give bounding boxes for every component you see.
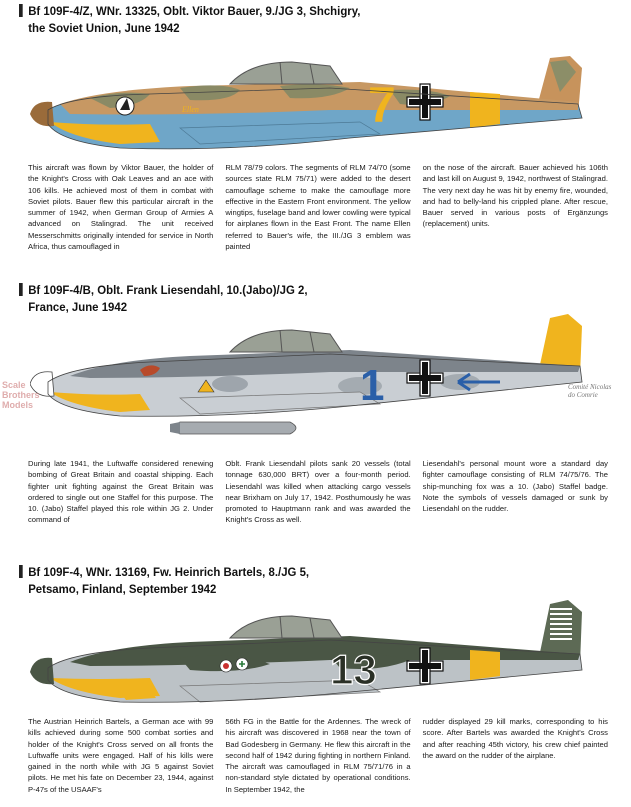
profile-section-3 xyxy=(0,564,631,807)
artist-credit xyxy=(568,383,611,399)
fuselage-number: 1 xyxy=(360,361,385,410)
fuselage-number: 7 xyxy=(368,77,396,133)
profile-description xyxy=(28,458,608,526)
aircraft-profile-bartels xyxy=(30,594,600,712)
description-column-3: Liesendahl's personal mount wore a standard day fighter camouflage consisting of RLM 74/75/76. The ship-munching fox was a 10. (Jabo) Staffel badge. Note the symbols of vessels damaged or sunk by Liesendahl on the rudder. xyxy=(422,459,608,514)
description-column-2: RLM 78/79 colors. The segments of RLM 74/70 (some sources state RLM 75/71) were added to the desert camouflage scheme to make the camouflage more effective in the Eastern Front environment. The yellow wingtips, fuselage band and lower cowling were typical for airplanes flown in the East Front. The name Ellen referred to Bauer's wife, the III./JG 3 emblem was painted xyxy=(225,163,411,252)
description-column-3: on the nose of the aircraft. Bauer achieved his 106th and last kill on August 9, 1942, northwest of Stalingrad. The very next day he was hit by enemy fire, wounded, and had to belly-land his crippled plane. After rescue, Bauer served in various posts of Ergänzungs (replacement) units. xyxy=(422,163,608,229)
description-column-2: 56th FG in the Battle for the Ardennes. The wreck of his aircraft was discovered in 1968 near the town of Bad Godesberg in Germany. He flew this aircraft in the second half of 1942 during fighting in northern Finland. The aircraft was camouflaged in RLM 75/71/76 in a non-standard style dictated by operational conditions. In September 1942, the xyxy=(225,717,411,794)
profile-section-1 xyxy=(0,0,631,265)
title-line-1: Bf 109F-4, WNr. 13169, Fw. Heinrich Bartels, 8./JG 5, xyxy=(28,565,310,579)
title-line-2: France, June 1942 xyxy=(28,300,128,314)
aircraft-profile-bauer xyxy=(30,52,600,160)
credit-line: Comité Nicolas xyxy=(568,383,612,391)
nose-name: Ellen xyxy=(182,105,199,114)
watermark-line: Brothers xyxy=(2,390,40,400)
description-column-2: Oblt. Frank Liesendahl pilots sank 20 vessels (total tonnage 630,000 BRT) over a four-month period. Liesendahl was killed when attacking cargo vessels near Brixham on July 17, 1942. Posthumously he was promoted to Hauptmann rank and was awarded the Knight's Cross as well. xyxy=(225,459,411,525)
watermark xyxy=(2,380,40,410)
title-marker xyxy=(19,283,23,296)
description-column-3: rudder displayed 29 kill marks, corresponding to his score. After Bartels was awarded the Knight's Cross and after reaching 45th victory, his crew chief painted the award on the rudder of the airplane. xyxy=(422,717,608,760)
title-marker xyxy=(19,565,23,578)
description-column-1: The Austrian Heinrich Bartels, a German ace with 99 kills achieved during some 500 combat sorties and holder of the Knight's Cross served on all fronts the Luftwaffe units were engaged. Half of his kills were gained in the north while with JG 5 against Soviet pilots. He met his fate on December 23, 1944, against P-47s of the USAAF's xyxy=(28,717,214,794)
profile-title xyxy=(19,564,309,598)
title-line-2: the Soviet Union, June 1942 xyxy=(28,21,180,35)
aircraft-profile-liesendahl xyxy=(30,296,600,456)
watermark-line: Scale xyxy=(2,380,26,390)
title-marker xyxy=(19,4,23,17)
credit-line: do Comrie xyxy=(568,391,598,399)
profile-description xyxy=(28,716,608,795)
description-column-1: During late 1941, the Luftwaffe considered renewing bombing of Great Britain and coastal shipping. Each fighter unit fighting against the Great Britain was ordered to single out one Staffel for this purpose. The 10. (Jabo) Staffel played this role within JG 2. Under command of xyxy=(28,459,214,525)
profile-description xyxy=(28,162,608,252)
fuselage-number: 13 xyxy=(330,646,377,693)
title-line-1: Bf 109F-4/B, Oblt. Frank Liesendahl, 10.(Jabo)/JG 2, xyxy=(28,283,308,297)
title-line-2: Petsamo, Finland, September 1942 xyxy=(28,582,217,596)
description-column-1: This aircraft was flown by Viktor Bauer, the holder of the Knight's Cross with Oak Leaves and an ace with 106 kills. He achieved most of them in combat with Soviet pilots. Bauer flew this particular aircraft in the summer of 1942, when German Group of Armies A advanced on Stalingrad. The unit received Messerschmitts originally intended for service in North Africa, thus camouflaged in xyxy=(28,163,214,252)
profile-section-2 xyxy=(0,282,631,552)
title-line-1: Bf 109F-4/Z, WNr. 13325, Oblt. Viktor Bauer, 9./JG 3, Shchigry, xyxy=(28,4,361,18)
profile-title xyxy=(19,3,360,37)
watermark-line: Models xyxy=(2,400,34,410)
